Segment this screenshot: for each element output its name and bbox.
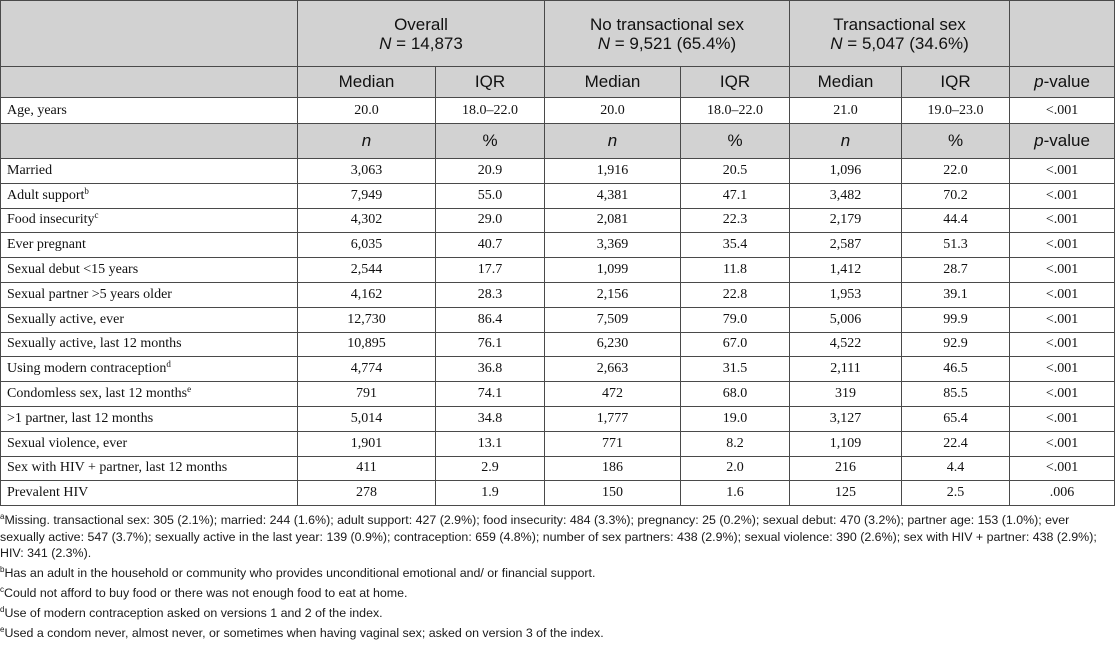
cell: 74.1 [436,382,545,407]
table-row [1,208,1115,233]
cell: 12,730 [298,307,436,332]
header-blank-cell [1,124,298,159]
cell: 2.5 [902,481,1010,506]
cell: 4,302 [298,208,436,233]
footnote [0,512,1116,562]
row-label: Sexual debut <15 years [1,258,298,283]
cell: 7,509 [545,307,681,332]
n-label: N [379,33,392,53]
percent-header: % [681,124,790,159]
table-row [1,233,1115,258]
footnote [0,605,1116,622]
cell: 18.0–22.0 [436,98,545,124]
cell: 319 [790,382,902,407]
cell: 28.3 [436,282,545,307]
p-value-header: p-value [1010,67,1115,98]
cell: 40.7 [436,233,545,258]
footnote [0,625,1116,642]
row-label: Sexual partner >5 years older [1,282,298,307]
cell: <.001 [1010,332,1115,357]
cell: 1.6 [681,481,790,506]
n-header: n [790,124,902,159]
cell: <.001 [1010,456,1115,481]
cell: 65.4 [902,406,1010,431]
footnote-marker: c [94,210,99,221]
cell: 55.0 [436,183,545,208]
table-row [1,357,1115,382]
row-label: Sexual violence, ever [1,431,298,456]
footnote-text: Has an adult in the household or community who provides unconditional emotional and/ or financial support. [4,566,596,581]
cell: 79.0 [681,307,790,332]
row-label: >1 partner, last 12 months [1,406,298,431]
percent-header: % [902,124,1010,159]
header-blank-cell [1,67,298,98]
cell: 5,014 [298,406,436,431]
cell: 31.5 [681,357,790,382]
cell: 4,522 [790,332,902,357]
footnote [0,585,1116,602]
cell: 4,381 [545,183,681,208]
cell: <.001 [1010,98,1115,124]
row-label: Food insecurity$^c$ [1,208,298,233]
row-label: Married [1,159,298,184]
table-row [1,159,1115,184]
cell: 21.0 [790,98,902,124]
cell: 771 [545,431,681,456]
cell: 1.9 [436,481,545,506]
cell: 1,099 [545,258,681,283]
cell: 6,230 [545,332,681,357]
cell: 20.9 [436,159,545,184]
cell: 791 [298,382,436,407]
cell: 34.8 [436,406,545,431]
median-header: Median [298,67,436,98]
group-name: No transactional sex [589,14,745,34]
group-name: Transactional sex [833,14,966,34]
cell: 3,063 [298,159,436,184]
cell: 3,482 [790,183,902,208]
table-row [1,258,1115,283]
group-name: Overall [394,14,448,34]
cell: 216 [790,456,902,481]
n-header: n [298,124,436,159]
table-row [1,481,1115,506]
iqr-header: IQR [681,67,790,98]
cell: 411 [298,456,436,481]
cell: 4.4 [902,456,1010,481]
data-rows [1,159,1115,506]
table-row [1,406,1115,431]
cell: 10,895 [298,332,436,357]
cell: 7,949 [298,183,436,208]
cell: 8.2 [681,431,790,456]
cell: <.001 [1010,233,1115,258]
table-row [1,456,1115,481]
cell: 125 [790,481,902,506]
table-row [1,382,1115,407]
footnote-marker: a [0,512,5,521]
cell: 20.0 [545,98,681,124]
footnote-text: Could not afford to buy food or there was not enough food to eat at home. [4,585,408,600]
cell: 67.0 [681,332,790,357]
cell: <.001 [1010,258,1115,283]
cell: 28.7 [902,258,1010,283]
cell: <.001 [1010,159,1115,184]
cell: 92.9 [902,332,1010,357]
p-value-header: p-value [1010,124,1115,159]
cell: 29.0 [436,208,545,233]
median-header-row [1,67,1115,98]
cell: 472 [545,382,681,407]
cell: 186 [545,456,681,481]
cell: 1,916 [545,159,681,184]
cell: 86.4 [436,307,545,332]
cell: 2,544 [298,258,436,283]
cell: 39.1 [902,282,1010,307]
cell: <.001 [1010,406,1115,431]
row-label: Using modern contraception$^d$ [1,357,298,382]
iqr-header: IQR [902,67,1010,98]
cell: 4,162 [298,282,436,307]
cell: 19.0 [681,406,790,431]
cell: 35.4 [681,233,790,258]
cell: 2,587 [790,233,902,258]
cell: 2.0 [681,456,790,481]
footnote-marker: c [0,584,4,594]
cell: 2,663 [545,357,681,382]
cell: 22.8 [681,282,790,307]
footnote-marker: e [0,624,5,634]
cell: 1,953 [790,282,902,307]
cell: 1,901 [298,431,436,456]
cell: 2.9 [436,456,545,481]
cell: 47.1 [681,183,790,208]
row-label: Condomless sex, last 12 months$^e$ [1,382,298,407]
cell: 278 [298,481,436,506]
row-label: Sexually active, last 12 months [1,332,298,357]
cell: 22.0 [902,159,1010,184]
footnote-marker: e [187,384,192,395]
header-blank-cell [1,1,298,67]
cell: 1,777 [545,406,681,431]
table-row [1,307,1115,332]
cell: 99.9 [902,307,1010,332]
cell: 18.0–22.0 [681,98,790,124]
cell: <.001 [1010,431,1115,456]
n-header: n [545,124,681,159]
count-header-row [1,124,1115,159]
cell: .006 [1010,481,1115,506]
footnote-text: Use of modern contraception asked on versions 1 and 2 of the index. [4,605,383,620]
header-blank-cell [1010,1,1115,67]
cell: 2,156 [545,282,681,307]
age-row [1,98,1115,124]
n-value: 9,521 (65.4%) [629,33,737,53]
footnotes [0,512,1116,645]
footnote-marker: d [0,604,5,614]
cell: 70.2 [902,183,1010,208]
cell: <.001 [1010,208,1115,233]
cell: 17.7 [436,258,545,283]
table-row [1,332,1115,357]
cell: 68.0 [681,382,790,407]
cell: <.001 [1010,282,1115,307]
cell: 4,774 [298,357,436,382]
footnote-text: Missing. transactional sex: 305 (2.1%); married: 244 (1.6%); adult support: 427 (2.9%); food insecurity: 484 (3.3%); pregnancy: 25 (0.2%); sexual debut: 470 (3.2%); partner age: 153 (1.0%); ever sexually active: 547 (3.7%); sexually active in the last year: 139 (0.9%); contraception: 659 (4.8%); number of sex partners: 438 (2.9%); sexual violence: 390 (2.6%); sex with HIV + partner: 438 (2.9%); HIV: 341 (2.3%). [0,513,1097,561]
cell: <.001 [1010,382,1115,407]
cell: 11.8 [681,258,790,283]
n-value: 14,873 [410,33,463,53]
cell: 150 [545,481,681,506]
n-label: N [830,33,843,53]
cell: 76.1 [436,332,545,357]
n-label: N [597,33,611,53]
cell: 51.3 [902,233,1010,258]
cell: 3,369 [545,233,681,258]
cell: 6,035 [298,233,436,258]
cell: 2,179 [790,208,902,233]
table-row [1,183,1115,208]
cell: 13.1 [436,431,545,456]
footnote-marker: b [84,185,89,196]
cell: 22.4 [902,431,1010,456]
row-label: Ever pregnant [1,233,298,258]
percent-header: % [436,124,545,159]
cell: 2,111 [790,357,902,382]
median-header: Median [790,67,902,98]
cell: 46.5 [902,357,1010,382]
median-header: Median [545,67,681,98]
cell: 20.0 [298,98,436,124]
cell: 20.5 [681,159,790,184]
group-header-transactional: Transactional sex N = 5,047 (34.6%) [790,1,1010,67]
cell: <.001 [1010,183,1115,208]
cell: 19.0–23.0 [902,98,1010,124]
row-label: Sex with HIV + partner, last 12 months [1,456,298,481]
cell: 1,096 [790,159,902,184]
cell: 3,127 [790,406,902,431]
row-label: Adult support$^b$ [1,183,298,208]
group-header-row [1,1,1115,67]
cell: 44.4 [902,208,1010,233]
cell: 5,006 [790,307,902,332]
table-row [1,431,1115,456]
footnote-text: Used a condom never, almost never, or sometimes when having vaginal sex; asked on version 3 of the index. [4,625,604,640]
row-label: Prevalent HIV [1,481,298,506]
cell: <.001 [1010,357,1115,382]
iqr-header: IQR [436,67,545,98]
n-value: 5,047 (34.6%) [861,33,969,53]
footnote-marker: b [0,565,5,575]
cell: 2,081 [545,208,681,233]
row-label: Age, years [1,98,298,124]
cell: 36.8 [436,357,545,382]
cell: 85.5 [902,382,1010,407]
group-header-overall: Overall N = 14,873 [298,1,545,67]
footnote [0,565,1116,582]
footnote-marker: d [166,359,171,370]
row-label: Sexually active, ever [1,307,298,332]
table-row [1,282,1115,307]
cell: <.001 [1010,307,1115,332]
cell: 1,109 [790,431,902,456]
group-header-no-transactional: No transactional sex N = 9,521 (65.4%) [545,1,790,67]
cell: 1,412 [790,258,902,283]
cell: 22.3 [681,208,790,233]
